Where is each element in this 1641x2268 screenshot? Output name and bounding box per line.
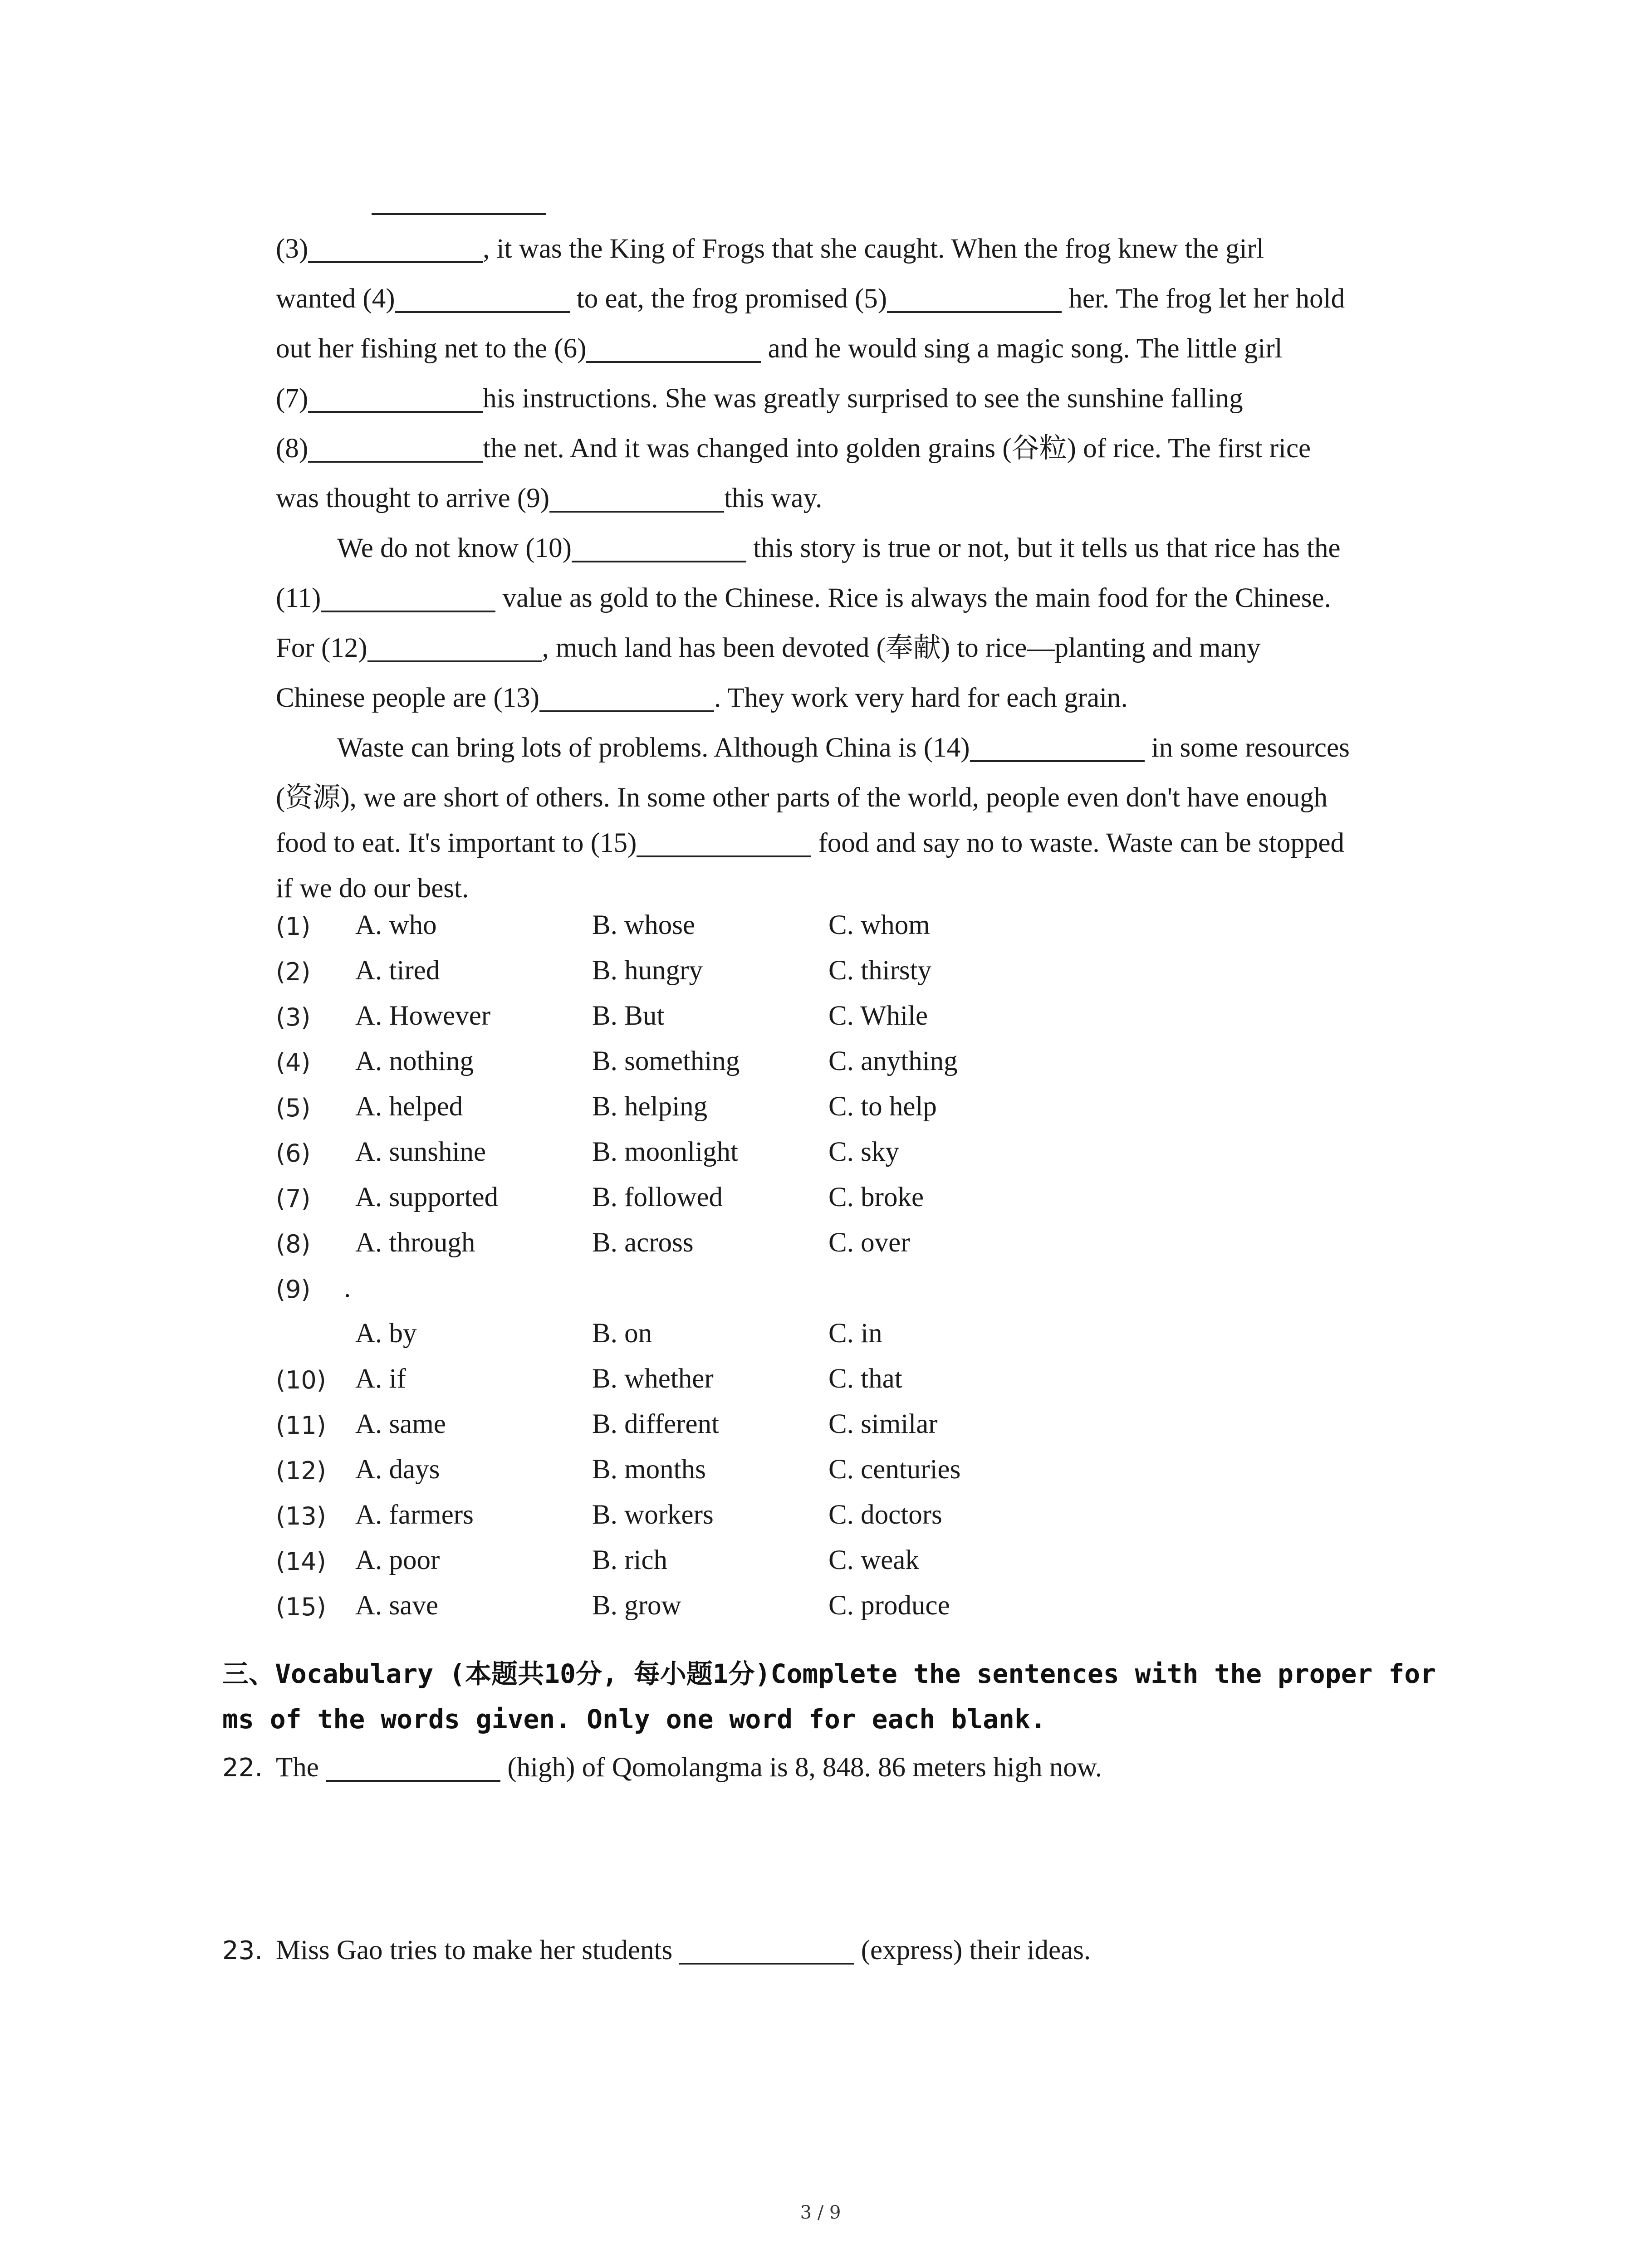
option-a[interactable]: A. nothing <box>355 1046 474 1076</box>
option-row: (6) A. sunshine B. moonlight C. sky <box>276 1137 899 1168</box>
option-c[interactable]: C. weak <box>828 1545 919 1575</box>
option-row <box>276 1318 1442 1363</box>
option-a[interactable]: A. However <box>355 1001 491 1031</box>
option-row: (14) A. poor B. rich C. weak <box>276 1545 919 1576</box>
answer-options <box>276 909 1442 1635</box>
option-c[interactable]: C. thirsty <box>828 955 932 986</box>
answer-blank[interactable] <box>308 232 483 263</box>
option-row: (15) A. save B. grow C. produce <box>276 1590 950 1621</box>
answer-blank[interactable] <box>637 826 811 857</box>
option-row: (10) A. if B. whether C. that <box>276 1364 902 1394</box>
answer-blank[interactable] <box>308 432 483 463</box>
option-c[interactable]: C. that <box>828 1364 902 1394</box>
option-b[interactable]: B. something <box>592 1046 740 1076</box>
answer-blank[interactable] <box>572 532 746 562</box>
option-a[interactable]: A. days <box>355 1454 440 1485</box>
option-row: (5) A. helped B. helping C. to help <box>276 1091 937 1122</box>
question-23: 23. Miss Gao tries to make her students (express) their ideas. <box>222 1934 1443 1966</box>
option-row: (7) A. supported B. followed C. broke <box>276 1182 924 1213</box>
option-row: (8) A. through B. across C. over <box>276 1227 910 1258</box>
option-row: (13) A. farmers B. workers C. doctors <box>276 1500 942 1530</box>
answer-blank[interactable] <box>549 482 724 513</box>
option-b[interactable]: B. on <box>592 1318 652 1349</box>
section-heading <box>222 1651 1443 1742</box>
passage-line: (7) his instructions. She was greatly surprised to see the sunshine falling <box>276 374 1442 424</box>
passage-line: was thought to arrive (9) this way. <box>276 474 1442 523</box>
option-a[interactable]: A. tired <box>355 955 440 986</box>
option-c[interactable]: C. doctors <box>828 1500 942 1530</box>
option-a[interactable]: A. sunshine <box>355 1137 486 1167</box>
option-a[interactable]: A. save <box>355 1590 438 1621</box>
answer-blank[interactable] <box>679 1934 854 1965</box>
option-c[interactable]: C. over <box>828 1227 910 1258</box>
option-c[interactable]: C. to help <box>828 1091 937 1122</box>
option-row: (11) A. same B. different C. similar <box>276 1409 938 1440</box>
cloze-passage <box>276 224 1442 909</box>
option-row: (12) A. days B. months C. centuries <box>276 1454 961 1485</box>
option-a[interactable]: A. if <box>355 1364 406 1394</box>
option-b[interactable]: B. whose <box>592 910 696 940</box>
option-a[interactable]: A. through <box>355 1227 475 1258</box>
passage-line: if we do our best. <box>276 873 469 904</box>
page-number: 3 / 9 <box>800 2202 841 2223</box>
option-a[interactable]: A. helped <box>355 1091 463 1122</box>
passage-line: Waste can bring lots of problems. Although China is (14) in some resources <box>276 723 1442 773</box>
passage-line: food to eat. It's important to (15) food and say no to waste. Waste can be stopped <box>276 818 1442 864</box>
option-row: (1) A. who B. whose C. whom <box>276 910 930 941</box>
option-row: (3) A. However B. But C. While <box>276 1001 928 1031</box>
option-b[interactable]: B. grow <box>592 1590 681 1621</box>
option-a[interactable]: A. by <box>355 1318 417 1349</box>
answer-blank[interactable] <box>539 681 714 712</box>
option-a[interactable]: A. farmers <box>355 1500 474 1530</box>
passage-line: For (12) , much land has been devoted (奉献) to rice—planting and many <box>276 623 1442 673</box>
answer-blank[interactable] <box>586 332 761 363</box>
option-a[interactable]: A. who <box>355 910 437 940</box>
option-b[interactable]: B. across <box>592 1227 694 1258</box>
option-b[interactable]: B. hungry <box>592 955 703 986</box>
answer-blank[interactable] <box>970 731 1145 762</box>
section-heading-line: ms of the words given. Only one word for each blank. <box>222 1704 1046 1735</box>
answer-blank[interactable] <box>395 282 570 313</box>
option-c[interactable]: C. whom <box>828 910 930 940</box>
passage-line: (11) value as gold to the Chinese. Rice is always the main food for the Chinese. <box>276 573 1442 623</box>
passage-line: We do not know (10) this story is true or not, but it tells us that rice has the <box>276 523 1442 573</box>
option-a[interactable]: A. supported <box>355 1182 499 1212</box>
passage-line: Chinese people are (13) . They work very hard for each grain. <box>276 673 1442 723</box>
option-b[interactable]: B. months <box>592 1454 706 1485</box>
option-c[interactable]: C. similar <box>828 1409 938 1439</box>
section-heading-line: 三、Vocabulary (本题共10分, 每小题1分)Complete the sentences with the proper for <box>222 1658 1436 1689</box>
option-c[interactable]: C. centuries <box>828 1454 961 1485</box>
option-row: (9) . <box>276 1273 351 1304</box>
passage-line: (8) the net. And it was changed into golden grains (谷粒) of rice. The first rice <box>276 424 1442 474</box>
option-b[interactable]: B. workers <box>592 1500 714 1530</box>
option-b[interactable]: B. followed <box>592 1182 723 1212</box>
option-b[interactable]: B. helping <box>592 1091 708 1122</box>
option-a[interactable]: A. same <box>355 1409 446 1439</box>
answer-blank[interactable] <box>367 631 542 662</box>
answer-blank[interactable] <box>308 382 483 413</box>
option-b[interactable]: B. rich <box>592 1545 668 1575</box>
question-22: 22. The (high) of Qomolangma is 8, 848. 86 meters high now. <box>222 1751 1443 1784</box>
option-c[interactable]: C. produce <box>828 1590 950 1621</box>
answer-blank-top[interactable] <box>372 213 546 215</box>
option-a[interactable]: A. poor <box>355 1545 440 1575</box>
option-c[interactable]: C. in <box>828 1318 882 1349</box>
option-c[interactable]: C. While <box>828 1001 928 1031</box>
answer-blank[interactable] <box>321 582 495 612</box>
passage-line: (3) , it was the King of Frogs that she caught. When the frog knew the girl <box>276 224 1442 274</box>
option-b[interactable]: B. whether <box>592 1364 714 1394</box>
option-b[interactable]: B. different <box>592 1409 720 1439</box>
option-c[interactable]: C. sky <box>828 1137 899 1167</box>
option-b[interactable]: B. moonlight <box>592 1137 738 1167</box>
answer-blank[interactable] <box>887 282 1062 313</box>
passage-line: out her fishing net to the (6) and he would sing a magic song. The little girl <box>276 324 1442 374</box>
option-c[interactable]: C. broke <box>828 1182 924 1212</box>
answer-blank[interactable] <box>326 1751 500 1782</box>
passage-line: (资源), we are short of others. In some other parts of the world, people even don't have enough <box>276 782 1328 813</box>
option-row: (2) A. tired B. hungry C. thirsty <box>276 955 932 986</box>
passage-line: wanted (4) to eat, the frog promised (5) her. The frog let her hold <box>276 274 1442 324</box>
option-c[interactable]: C. anything <box>828 1046 958 1076</box>
option-row: (4) A. nothing B. something C. anything <box>276 1046 958 1077</box>
option-b[interactable]: B. But <box>592 1001 665 1031</box>
